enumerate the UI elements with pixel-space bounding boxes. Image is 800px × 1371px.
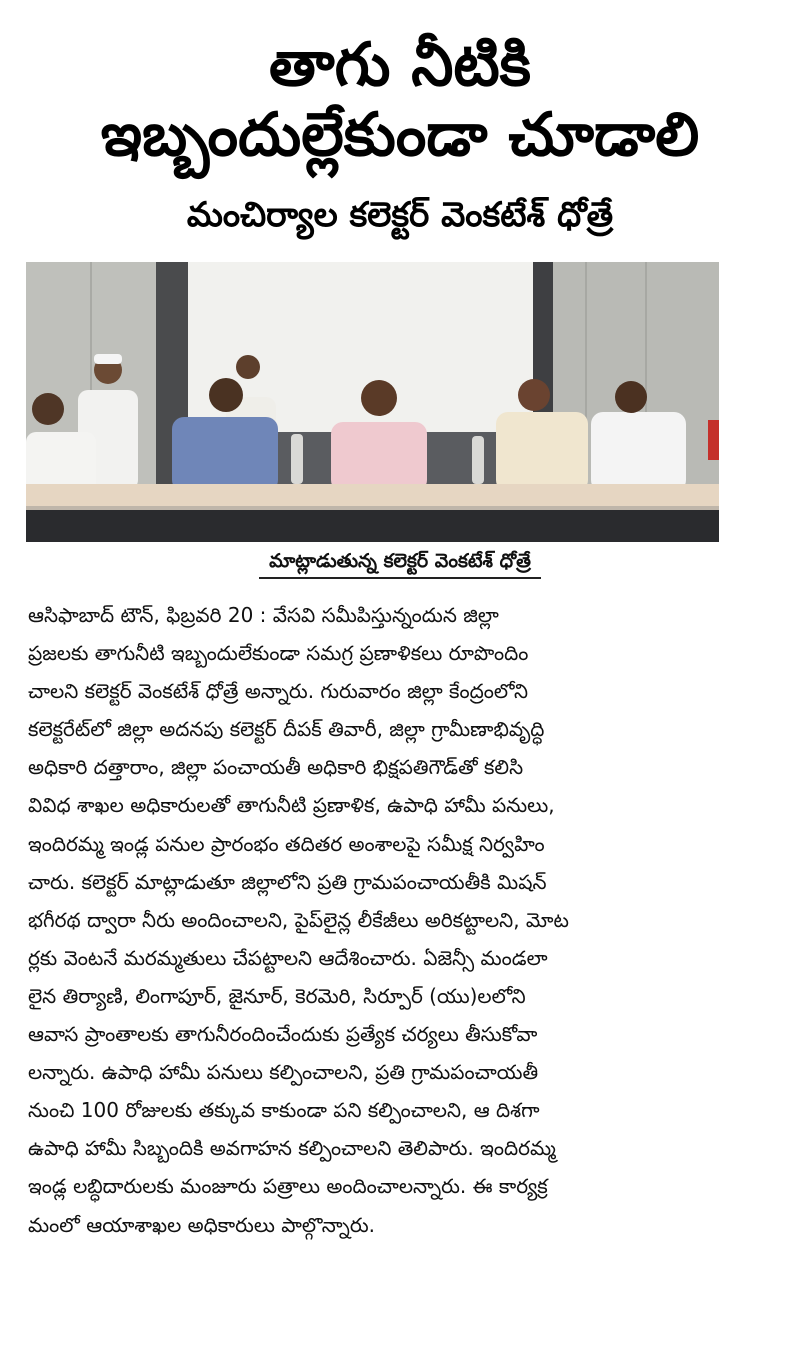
body-line: చాలని కలెక్టర్ వెంకటేశ్ ధోత్రే అన్నారు. గురువారం జిల్లా కేంద్రంలోని (28, 679, 528, 704)
body-line: కలెక్టరేట్‌లో జిల్లా అదనపు కలెక్టర్ దీపక్ తివారీ, జిల్లా గ్రామీణాభివృద్ధి (28, 717, 545, 742)
subheadline: మంచిర్యాల కలెక్టర్ వెంకటేశ్ ధోత్రే (186, 195, 614, 235)
body-line: అధికారి దత్తారాం, జిల్లా పంచాయతీ అధికారి భిక్షపతిగౌడ్‌తో కలిసి (28, 755, 524, 780)
body-line: భగీరథ ద్వారా నీరు అందించాలని, పైప్‌లైన్ల లీకేజీలు అరికట్టాలని, మోట (28, 907, 569, 932)
headline-line-2: ఇబ్బందుల్లేకుండా చూడాలి (100, 100, 700, 170)
body-line: చారు. కలెక్టర్ మాట్లాడుతూ జిల్లాలోని ప్రతి గ్రామపంచాయతీకి మిషన్ (28, 869, 547, 894)
body-line: ఆవాస ప్రాంతాలకు తాగునీరందించేందుకు ప్రత్యేక చర్యలు తీసుకోవా (28, 1022, 538, 1047)
body-line: నుంచి 100 రోజులకు తక్కువ కాకుండా పని కల్పించాలని, ఆ దిశగా (28, 1098, 540, 1123)
article-body (28, 596, 720, 1244)
body-line: ఆసిఫాబాద్ టౌన్, ఫిబ్రవరి 20 : వేసవి సమీపిస్తున్నందున జిల్లా (28, 603, 499, 627)
meeting-photo (26, 262, 719, 542)
body-line: లైన తిర్యాణి, లింగాపూర్, జైనూర్, కెరమెరి, సిర్పూర్ (యు)లలోని (28, 983, 526, 1008)
body-line: ర్లకు వెంటనే మరమ్మతులు చేపట్టాలని ఆదేశించారు. ఏజెన్సీ మండలా (28, 945, 548, 970)
body-line: ఇందిరమ్మ ఇండ్ల పనుల ప్రారంభం తదితర అంశాలపై సమీక్ష నిర్వహిం (28, 831, 545, 856)
photo-caption-wrapper (0, 545, 800, 579)
headline-line-1: తాగు నీటికి (269, 30, 531, 100)
body-line: ఉపాధి హామీ సిబ్బందికి అవగాహన కల్పించాలని తెలిపారు. ఇందిరమ్మ (28, 1136, 556, 1161)
meeting-photo-illustration (26, 262, 719, 542)
photo-caption: మాట్లాడుతున్న కలెక్టర్ వెంకటేశ్ ధోత్రే (259, 545, 541, 579)
body-line: లన్నారు. ఉపాధి హామీ పనులు కల్పించాలని, ప్రతి గ్రామపంచాయతీ (28, 1060, 539, 1085)
body-line: మంలో ఆయాశాఖల అధికారులు పాల్గొన్నారు. (28, 1212, 375, 1237)
body-line: ప్రజలకు తాగునీటి ఇబ్బందులేకుండా సమగ్ర ప్రణాళికలు రూపొందిం (28, 641, 529, 666)
body-line: వివిధ శాఖల అధికారులతో తాగునీటి ప్రణాళిక, ఉపాధి హామీ పనులు, (28, 793, 555, 818)
body-line: ఇండ్ల లబ్ధిదారులకు మంజూరు పత్రాలు అందించాలన్నారు. ఈ కార్యక్ర (28, 1174, 548, 1199)
